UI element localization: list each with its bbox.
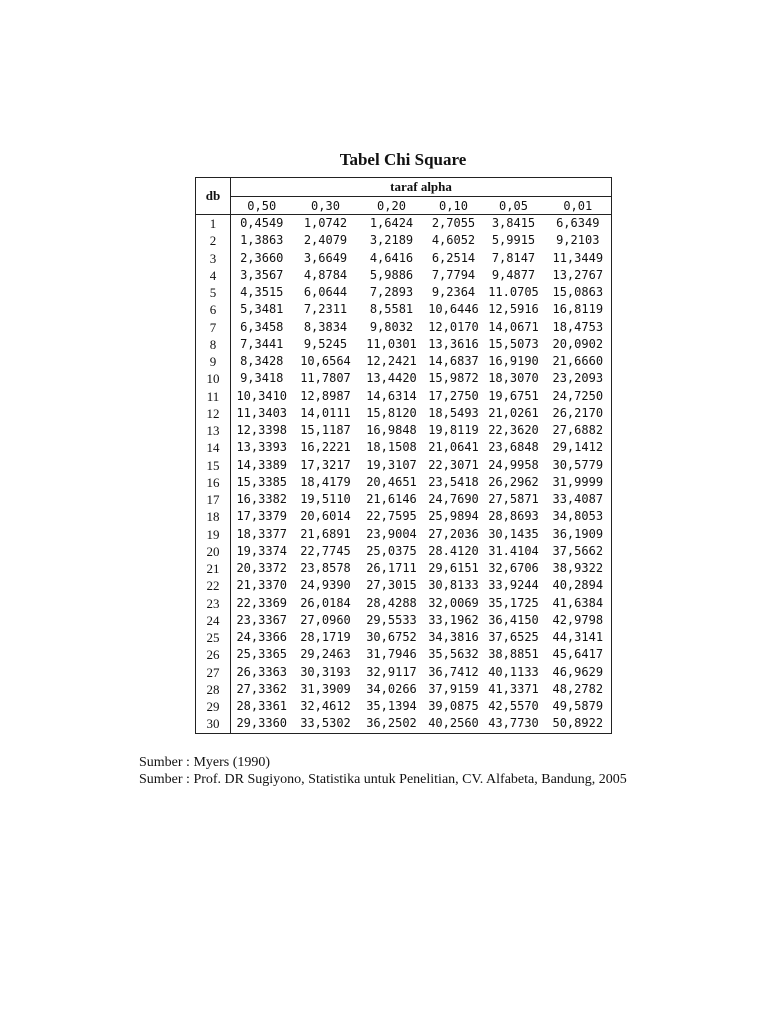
chi-value-cell: 18,1508 bbox=[366, 440, 417, 455]
chi-value-cell: 9,2103 bbox=[545, 232, 612, 249]
chi-value-cell: 4,6416 bbox=[369, 250, 414, 265]
db-cell: 2 bbox=[196, 232, 231, 249]
chi-value-cell: 22,7595 bbox=[366, 509, 417, 524]
chi-value-cell: 36,4150 bbox=[488, 612, 539, 627]
db-cell: 5 bbox=[196, 284, 231, 301]
chi-value-cell: 24,7250 bbox=[545, 388, 612, 405]
db-cell: 28 bbox=[196, 681, 231, 698]
chi-value-cell: 1,6424 bbox=[369, 216, 414, 231]
chi-value-cell: 18,5493 bbox=[428, 405, 479, 420]
chi-value-cell: 0,4549 bbox=[240, 216, 284, 231]
chi-value-cell: 11,3403 bbox=[236, 405, 288, 420]
chi-value-cell: 9,2364 bbox=[431, 285, 476, 300]
chi-value-cell: 23,8578 bbox=[300, 561, 351, 576]
db-cell: 6 bbox=[196, 301, 231, 318]
chi-value-cell: 14,0111 bbox=[300, 405, 351, 420]
db-column-header: db bbox=[196, 178, 231, 215]
chi-value-cell: 33,4087 bbox=[545, 491, 612, 508]
table-row bbox=[196, 646, 612, 663]
db-cell: 27 bbox=[196, 664, 231, 681]
chi-value-cell: 3,8415 bbox=[491, 216, 536, 231]
chi-value-cell: 32,6706 bbox=[488, 561, 539, 576]
chi-value-cell: 22,3071 bbox=[428, 457, 479, 472]
chi-value-cell: 16,2221 bbox=[300, 440, 351, 455]
chi-value-cell: 13,4420 bbox=[366, 371, 417, 386]
table-row bbox=[196, 595, 612, 612]
chi-value-cell: 30,1435 bbox=[488, 526, 539, 541]
chi-value-cell: 12,3398 bbox=[236, 423, 288, 438]
chi-value-cell: 15,9872 bbox=[428, 371, 479, 386]
chi-value-cell: 25,0375 bbox=[366, 543, 417, 558]
chi-value-cell: 32,0069 bbox=[428, 595, 479, 610]
chi-value-cell: 35,5632 bbox=[428, 647, 479, 662]
chi-value-cell: 23,6848 bbox=[488, 440, 539, 455]
alpha-header: 0,30 bbox=[293, 197, 359, 215]
table-row bbox=[196, 370, 612, 387]
chi-value-cell: 19,3374 bbox=[236, 543, 288, 558]
chi-value-cell: 32,4612 bbox=[300, 699, 351, 714]
table-row bbox=[196, 319, 612, 336]
table-row bbox=[196, 422, 612, 439]
chi-value-cell: 4,6052 bbox=[431, 233, 476, 248]
chi-value-cell: 28,4288 bbox=[366, 595, 417, 610]
chi-value-cell: 34,0266 bbox=[366, 681, 417, 696]
chi-value-cell: 21,6660 bbox=[545, 353, 612, 370]
chi-value-cell: 40,1133 bbox=[488, 664, 539, 679]
chi-value-cell: 36,1909 bbox=[545, 526, 612, 543]
table-row bbox=[196, 250, 612, 267]
chi-value-cell: 7,3441 bbox=[240, 336, 284, 351]
table-row bbox=[196, 284, 612, 301]
chi-value-cell: 20,4651 bbox=[366, 474, 417, 489]
chi-value-cell: 9,8032 bbox=[369, 319, 414, 334]
chi-value-cell: 21,6146 bbox=[366, 492, 417, 507]
chi-value-cell: 29,1412 bbox=[545, 439, 612, 456]
chi-value-cell: 27,3362 bbox=[236, 681, 288, 696]
chi-value-cell: 26,1711 bbox=[366, 561, 417, 576]
chi-value-cell: 7,8147 bbox=[491, 250, 536, 265]
chi-square-table bbox=[195, 177, 612, 734]
chi-value-cell: 15,1187 bbox=[300, 423, 351, 438]
chi-value-cell: 33,1962 bbox=[428, 612, 479, 627]
chi-value-cell: 27,0960 bbox=[300, 612, 351, 627]
chi-value-cell: 26,2962 bbox=[488, 474, 539, 489]
chi-value-cell: 37,5662 bbox=[545, 543, 612, 560]
chi-value-cell: 36,2502 bbox=[359, 715, 425, 733]
chi-value-cell: 1,0742 bbox=[303, 216, 348, 231]
db-cell: 16 bbox=[196, 474, 231, 491]
chi-value-cell: 13,3616 bbox=[428, 336, 479, 351]
db-cell: 21 bbox=[196, 560, 231, 577]
alpha-header: 0,05 bbox=[483, 197, 545, 215]
chi-value-cell: 2,3660 bbox=[240, 250, 284, 265]
chi-value-cell: 29,6151 bbox=[428, 561, 479, 576]
chi-value-cell: 14,6314 bbox=[366, 388, 417, 403]
chi-value-cell: 46,9629 bbox=[545, 664, 612, 681]
table-body bbox=[196, 215, 612, 734]
chi-value-cell: 4,3515 bbox=[240, 285, 284, 300]
alpha-header: 0,20 bbox=[359, 197, 425, 215]
chi-value-cell: 26,0184 bbox=[300, 595, 351, 610]
chi-value-cell: 21,0261 bbox=[488, 405, 539, 420]
chi-value-cell: 24,7690 bbox=[428, 492, 479, 507]
chi-value-cell: 9,4877 bbox=[491, 267, 536, 282]
chi-value-cell: 12,5916 bbox=[488, 302, 539, 317]
db-cell: 23 bbox=[196, 595, 231, 612]
chi-value-cell: 8,3428 bbox=[240, 354, 284, 369]
chi-value-cell: 1,3863 bbox=[240, 233, 284, 248]
chi-value-cell: 20,0902 bbox=[545, 336, 612, 353]
db-cell: 29 bbox=[196, 698, 231, 715]
table-row bbox=[196, 681, 612, 698]
chi-value-cell: 31,7946 bbox=[366, 647, 417, 662]
db-cell: 7 bbox=[196, 319, 231, 336]
source-note-1: Sumber : Myers (1990) bbox=[139, 755, 271, 770]
chi-value-cell: 33,9244 bbox=[488, 578, 539, 593]
chi-value-cell: 44,3141 bbox=[545, 629, 612, 646]
chi-value-cell: 4,8784 bbox=[303, 267, 348, 282]
table-row bbox=[196, 457, 612, 474]
chi-value-cell: 3,6649 bbox=[303, 250, 348, 265]
chi-value-cell: 15,5073 bbox=[488, 336, 539, 351]
chi-value-cell: 13,3393 bbox=[236, 440, 288, 455]
db-cell: 30 bbox=[196, 715, 231, 733]
chi-value-cell: 33,5302 bbox=[293, 715, 359, 733]
chi-value-cell: 50,8922 bbox=[545, 715, 612, 733]
chi-value-cell: 15,3385 bbox=[236, 474, 288, 489]
chi-value-cell: 24,9390 bbox=[300, 578, 351, 593]
chi-value-cell: 10,6446 bbox=[428, 302, 479, 317]
chi-value-cell: 34,3816 bbox=[428, 630, 479, 645]
table-row bbox=[196, 439, 612, 456]
db-cell: 14 bbox=[196, 439, 231, 456]
chi-value-cell: 41,3371 bbox=[488, 681, 539, 696]
chi-value-cell: 17,3379 bbox=[236, 509, 288, 524]
table-row bbox=[196, 215, 612, 233]
chi-value-cell: 27,5871 bbox=[488, 492, 539, 507]
chi-value-cell: 23,3367 bbox=[236, 612, 288, 627]
chi-value-cell: 24,3366 bbox=[236, 630, 288, 645]
table-row bbox=[196, 353, 612, 370]
chi-value-cell: 19,3107 bbox=[366, 457, 417, 472]
chi-value-cell: 14,0671 bbox=[488, 319, 539, 334]
chi-value-cell: 28,1719 bbox=[300, 630, 351, 645]
chi-value-cell: 18,3377 bbox=[236, 526, 288, 541]
chi-value-cell: 24,9958 bbox=[488, 457, 539, 472]
chi-value-cell: 7,7794 bbox=[431, 267, 476, 282]
chi-value-cell: 19,5110 bbox=[300, 492, 351, 507]
chi-value-cell: 30,5779 bbox=[545, 457, 612, 474]
db-cell: 26 bbox=[196, 646, 231, 663]
chi-value-cell: 5,3481 bbox=[240, 302, 284, 317]
chi-value-cell: 30,6752 bbox=[366, 630, 417, 645]
table-row bbox=[196, 612, 612, 629]
chi-value-cell: 37,6525 bbox=[488, 630, 539, 645]
chi-value-cell: 27,3015 bbox=[366, 578, 417, 593]
db-cell: 25 bbox=[196, 629, 231, 646]
chi-value-cell: 17,2750 bbox=[428, 388, 479, 403]
chi-value-cell: 16,9848 bbox=[366, 423, 417, 438]
chi-value-cell: 41,6384 bbox=[545, 595, 612, 612]
chi-value-cell: 29,3360 bbox=[231, 715, 293, 733]
db-cell: 11 bbox=[196, 388, 231, 405]
chi-value-cell: 18,4753 bbox=[545, 319, 612, 336]
chi-value-cell: 14,3389 bbox=[236, 457, 288, 472]
chi-value-cell: 21,6891 bbox=[300, 526, 351, 541]
db-cell: 12 bbox=[196, 405, 231, 422]
chi-value-cell: 15,8120 bbox=[366, 405, 417, 420]
db-cell: 15 bbox=[196, 457, 231, 474]
chi-value-cell: 13,2767 bbox=[545, 267, 612, 284]
chi-value-cell: 23,9004 bbox=[366, 526, 417, 541]
db-cell: 13 bbox=[196, 422, 231, 439]
chi-value-cell: 8,5581 bbox=[369, 302, 414, 317]
chi-value-cell: 6,2514 bbox=[431, 250, 476, 265]
chi-value-cell: 37,9159 bbox=[428, 681, 479, 696]
chi-value-cell: 22,3620 bbox=[488, 423, 539, 438]
chi-value-cell: 28.4120 bbox=[428, 543, 479, 558]
chi-value-cell: 30,3193 bbox=[300, 664, 351, 679]
chi-value-cell: 16,9190 bbox=[488, 354, 539, 369]
chi-value-cell: 2,4079 bbox=[303, 233, 348, 248]
chi-value-cell: 6,6349 bbox=[545, 215, 612, 233]
chi-value-cell: 9,3418 bbox=[240, 371, 284, 386]
chi-value-cell: 35,1394 bbox=[366, 699, 417, 714]
chi-value-cell: 3,2189 bbox=[369, 233, 414, 248]
chi-value-cell: 26,3363 bbox=[236, 664, 288, 679]
table-row bbox=[196, 301, 612, 318]
table-row bbox=[196, 577, 612, 594]
chi-value-cell: 40,2894 bbox=[545, 577, 612, 594]
chi-value-cell: 19,8119 bbox=[428, 423, 479, 438]
chi-value-cell: 38,8851 bbox=[488, 647, 539, 662]
alpha-header: 0,01 bbox=[545, 197, 612, 215]
chi-value-cell: 27,2036 bbox=[428, 526, 479, 541]
chi-value-cell: 16,3382 bbox=[236, 492, 288, 507]
chi-value-cell: 14,6837 bbox=[428, 354, 479, 369]
alpha-header: 0,50 bbox=[231, 197, 293, 215]
db-cell: 22 bbox=[196, 577, 231, 594]
db-cell: 24 bbox=[196, 612, 231, 629]
db-cell: 17 bbox=[196, 491, 231, 508]
table-row bbox=[196, 543, 612, 560]
chi-value-cell: 39,0875 bbox=[428, 699, 479, 714]
chi-value-cell: 20,3372 bbox=[236, 561, 288, 576]
chi-value-cell: 11.0705 bbox=[488, 285, 539, 300]
chi-value-cell: 28,8693 bbox=[488, 509, 539, 524]
chi-value-cell: 43,7730 bbox=[483, 715, 545, 733]
chi-value-cell: 36,7412 bbox=[428, 664, 479, 679]
chi-value-cell: 11,7807 bbox=[300, 371, 351, 386]
chi-value-cell: 12,8987 bbox=[300, 388, 351, 403]
chi-value-cell: 10,3410 bbox=[236, 388, 288, 403]
chi-value-cell: 27,6882 bbox=[545, 422, 612, 439]
chi-value-cell: 31.4104 bbox=[488, 543, 539, 558]
db-cell: 19 bbox=[196, 526, 231, 543]
db-cell: 4 bbox=[196, 267, 231, 284]
table-row bbox=[196, 491, 612, 508]
chi-value-cell: 30,8133 bbox=[428, 578, 479, 593]
chi-value-cell: 7,2311 bbox=[303, 302, 348, 317]
table-row bbox=[196, 526, 612, 543]
chi-value-cell: 9,5245 bbox=[303, 336, 348, 351]
chi-value-cell: 10,6564 bbox=[300, 354, 351, 369]
source-note-2: Sumber : Prof. DR Sugiyono, Statistika untuk Penelitian, CV. Alfabeta, Bandung, 2005 bbox=[139, 772, 627, 787]
chi-value-cell: 23,2093 bbox=[545, 370, 612, 387]
db-cell: 3 bbox=[196, 250, 231, 267]
db-cell: 18 bbox=[196, 508, 231, 525]
chi-value-cell: 21,3370 bbox=[236, 578, 288, 593]
chi-value-cell: 31,3909 bbox=[300, 681, 351, 696]
chi-value-cell: 16,8119 bbox=[545, 301, 612, 318]
chi-value-cell: 6,0644 bbox=[303, 285, 348, 300]
chi-value-cell: 25,3365 bbox=[236, 647, 288, 662]
chi-value-cell: 7,2893 bbox=[369, 285, 414, 300]
chi-value-cell: 6,3458 bbox=[240, 319, 284, 334]
chi-value-cell: 34,8053 bbox=[545, 508, 612, 525]
chi-value-cell: 29,5533 bbox=[366, 612, 417, 627]
db-cell: 8 bbox=[196, 336, 231, 353]
chi-value-cell: 26,2170 bbox=[545, 405, 612, 422]
chi-value-cell: 17,3217 bbox=[300, 457, 351, 472]
db-cell: 9 bbox=[196, 353, 231, 370]
chi-value-cell: 22,3369 bbox=[236, 595, 288, 610]
chi-value-cell: 25,9894 bbox=[428, 509, 479, 524]
chi-value-cell: 19,6751 bbox=[488, 388, 539, 403]
table-row bbox=[196, 232, 612, 249]
table-row bbox=[196, 508, 612, 525]
chi-value-cell: 48,2782 bbox=[545, 681, 612, 698]
table-row bbox=[196, 560, 612, 577]
chi-value-cell: 12,2421 bbox=[366, 354, 417, 369]
table-title: Tabel Chi Square bbox=[339, 150, 467, 169]
chi-value-cell: 18,4179 bbox=[300, 474, 351, 489]
chi-value-cell: 20,6014 bbox=[300, 509, 351, 524]
chi-value-cell: 29,2463 bbox=[300, 647, 351, 662]
chi-value-cell: 42,5570 bbox=[488, 699, 539, 714]
chi-value-cell: 45,6417 bbox=[545, 646, 612, 663]
chi-value-cell: 31,9999 bbox=[545, 474, 612, 491]
chi-value-cell: 22,7745 bbox=[300, 543, 351, 558]
table-row bbox=[196, 336, 612, 353]
chi-value-cell: 21,0641 bbox=[428, 440, 479, 455]
chi-value-cell: 32,9117 bbox=[366, 664, 417, 679]
chi-value-cell: 35,1725 bbox=[488, 595, 539, 610]
chi-value-cell: 18,3070 bbox=[488, 371, 539, 386]
chi-value-cell: 2,7055 bbox=[431, 216, 476, 231]
table-row bbox=[196, 715, 612, 733]
chi-value-cell: 8,3834 bbox=[303, 319, 348, 334]
table-row bbox=[196, 629, 612, 646]
db-cell: 20 bbox=[196, 543, 231, 560]
taraf-alpha-header: taraf alpha bbox=[231, 178, 612, 197]
table-row bbox=[196, 388, 612, 405]
chi-value-cell: 12,0170 bbox=[428, 319, 479, 334]
chi-value-cell: 5,9886 bbox=[369, 267, 414, 282]
table-row bbox=[196, 698, 612, 715]
chi-value-cell: 49,5879 bbox=[545, 698, 612, 715]
chi-value-cell: 23,5418 bbox=[428, 474, 479, 489]
table-row bbox=[196, 474, 612, 491]
alpha-header: 0,10 bbox=[425, 197, 483, 215]
db-cell: 10 bbox=[196, 370, 231, 387]
table-row bbox=[196, 664, 612, 681]
chi-value-cell: 40,2560 bbox=[425, 715, 483, 733]
db-cell: 1 bbox=[196, 215, 231, 233]
chi-value-cell: 11,3449 bbox=[545, 250, 612, 267]
chi-value-cell: 5,9915 bbox=[491, 233, 536, 248]
chi-value-cell: 42,9798 bbox=[545, 612, 612, 629]
chi-value-cell: 28,3361 bbox=[236, 699, 288, 714]
chi-value-cell: 11,0301 bbox=[366, 336, 417, 351]
table-row bbox=[196, 267, 612, 284]
chi-value-cell: 15,0863 bbox=[545, 284, 612, 301]
chi-value-cell: 38,9322 bbox=[545, 560, 612, 577]
table-row bbox=[196, 405, 612, 422]
chi-value-cell: 3,3567 bbox=[240, 267, 284, 282]
